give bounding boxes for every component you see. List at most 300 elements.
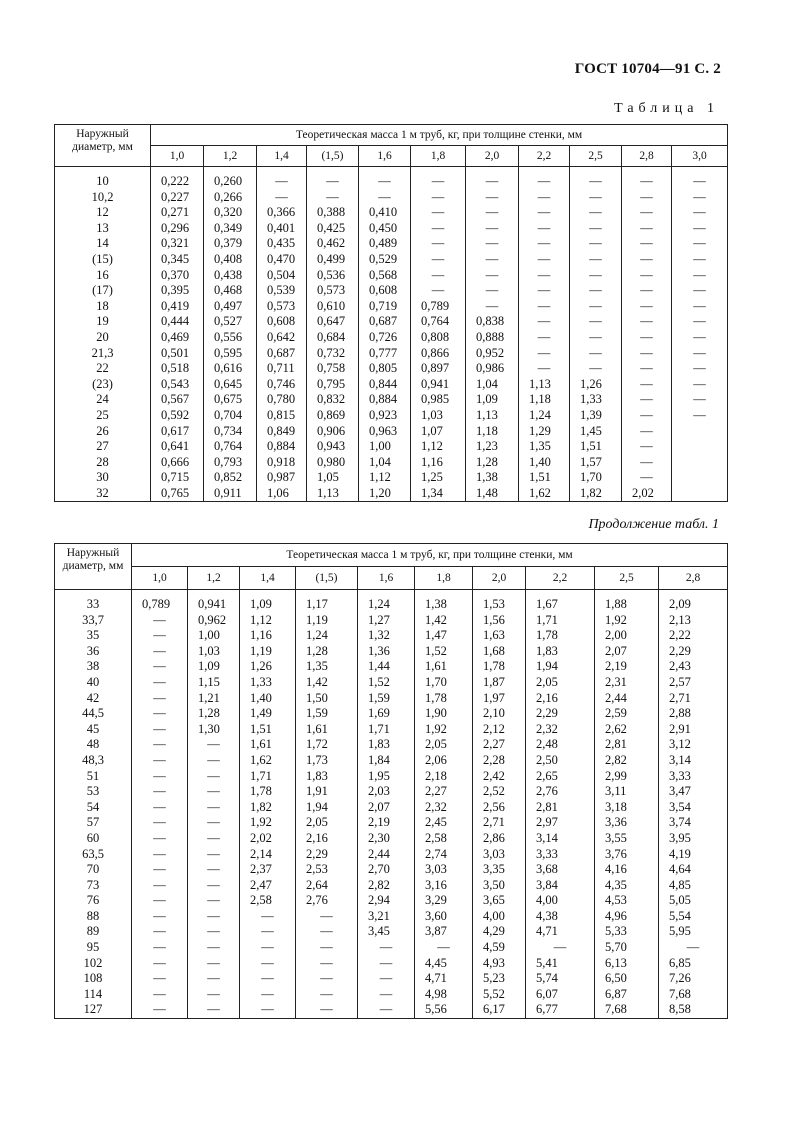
spacer-cell (411, 167, 466, 175)
mass-cell: — (672, 252, 728, 268)
mass-cell: 0,419 (151, 299, 204, 315)
mass-cell: 3,76 (595, 847, 659, 863)
table-row (55, 486, 728, 502)
mass-cell: 0,408 (204, 252, 257, 268)
mass-cell: 3,55 (595, 831, 659, 847)
mass-cell: 8,58 (659, 1002, 728, 1018)
table-row (55, 190, 728, 206)
mass-cell: 0,852 (204, 470, 257, 486)
mass-cell: 4,19 (659, 847, 728, 863)
wall-thickness-header: 1,6 (359, 146, 411, 167)
mass-cell: — (466, 236, 519, 252)
mass-cell: 1,51 (570, 439, 622, 455)
table-row (55, 784, 728, 800)
mass-cell: 1,50 (296, 691, 358, 707)
mass-cell: — (188, 893, 240, 909)
diameter-cell: 20 (55, 330, 151, 346)
mass-cell: — (466, 283, 519, 299)
mass-cell: 5,54 (659, 909, 728, 925)
mass-cell: — (240, 956, 296, 972)
mass-cell: 1,06 (257, 486, 307, 502)
mass-cell: — (570, 361, 622, 377)
mass-cell: 0,726 (359, 330, 411, 346)
mass-cell: 4,00 (473, 909, 526, 925)
mass-cell: — (188, 878, 240, 894)
mass-cell: 1,83 (358, 737, 415, 753)
mass-cell: 1,28 (188, 706, 240, 722)
mass-cell: 3,95 (659, 831, 728, 847)
mass-cell: 2,31 (595, 675, 659, 691)
table-row (55, 346, 728, 362)
mass-cell: 0,388 (307, 205, 359, 221)
table-row (55, 800, 728, 816)
mass-cell: — (622, 361, 672, 377)
mass-cell: 1,59 (296, 706, 358, 722)
mass-cell: — (188, 815, 240, 831)
mass-cell: 1,72 (296, 737, 358, 753)
mass-cell: — (132, 753, 188, 769)
diameter-cell: 24 (55, 392, 151, 408)
mass-cell: 1,73 (296, 753, 358, 769)
table-row (55, 956, 728, 972)
mass-cell: 2,65 (526, 769, 595, 785)
mass-cell: 5,33 (595, 924, 659, 940)
diameter-cell: 12 (55, 205, 151, 221)
mass-cell: — (622, 330, 672, 346)
mass-cell: 0,595 (204, 346, 257, 362)
mass-cell: 4,71 (415, 971, 473, 987)
mass-cell: — (622, 268, 672, 284)
mass-cell: 0,260 (204, 174, 257, 190)
mass-cell: 0,501 (151, 346, 204, 362)
mass-cell: 2,32 (526, 722, 595, 738)
mass-cell: — (132, 737, 188, 753)
mass-cell: — (519, 299, 570, 315)
mass-cell: 0,610 (307, 299, 359, 315)
mass-cell: — (132, 613, 188, 629)
diameter-cell: 38 (55, 659, 132, 675)
mass-cell: 1,47 (415, 628, 473, 644)
mass-cell: — (188, 940, 240, 956)
mass-cell: 2,29 (659, 644, 728, 660)
mass-cell: 0,425 (307, 221, 359, 237)
table-row (55, 1002, 728, 1018)
mass-cell: 1,24 (296, 628, 358, 644)
mass-cell: 5,41 (526, 956, 595, 972)
mass-cell: — (622, 205, 672, 221)
mass-cell: 0,349 (204, 221, 257, 237)
mass-cell: 1,56 (473, 613, 526, 629)
table-row (55, 706, 728, 722)
table-row (55, 314, 728, 330)
table-row (55, 924, 728, 940)
mass-cell: 1,33 (240, 675, 296, 691)
mass-cell: 1,88 (595, 597, 659, 613)
mass-cell: 1,04 (466, 377, 519, 393)
mass-cell: 1,95 (358, 769, 415, 785)
mass-cell: 1,20 (359, 486, 411, 502)
spacer-cell (622, 167, 672, 175)
mass-cell: 0,573 (257, 299, 307, 315)
mass-cell: — (296, 909, 358, 925)
mass-cell: 1,18 (466, 424, 519, 440)
mass-cell: 0,469 (151, 330, 204, 346)
mass-cell: 2,18 (415, 769, 473, 785)
mass-cell: 1,28 (466, 455, 519, 471)
mass-cell: 2,86 (473, 831, 526, 847)
mass-cell: — (622, 283, 672, 299)
mass-cell: — (188, 909, 240, 925)
mass-cell: 3,29 (415, 893, 473, 909)
table-row (55, 722, 728, 738)
mass-cell: 4,35 (595, 878, 659, 894)
table-row (55, 613, 728, 629)
mass-cell: 1,17 (296, 597, 358, 613)
mass-cell: — (296, 924, 358, 940)
spacer-cell (204, 167, 257, 175)
mass-cell: — (188, 784, 240, 800)
mass-cell: — (240, 924, 296, 940)
table-row (55, 221, 728, 237)
table-continuation-caption: Продолжение табл. 1 (588, 517, 719, 532)
mass-cell: — (132, 847, 188, 863)
mass-cell: — (672, 346, 728, 362)
mass-cell: 2,43 (659, 659, 728, 675)
mass-cell: 0,266 (204, 190, 257, 206)
wall-thickness-header: 1,4 (240, 567, 296, 590)
mass-cell: — (132, 628, 188, 644)
mass-cell: 0,504 (257, 268, 307, 284)
mass-cell: — (519, 268, 570, 284)
mass-cell: 1,67 (526, 597, 595, 613)
mass-cell: 0,884 (359, 392, 411, 408)
mass-cell: 0,227 (151, 190, 204, 206)
diameter-cell: 73 (55, 878, 132, 894)
mass-cell: 1,05 (307, 470, 359, 486)
mass-cell: — (622, 439, 672, 455)
table-row (55, 893, 728, 909)
mass-cell: 2,71 (659, 691, 728, 707)
mass-cell: 3,14 (526, 831, 595, 847)
mass-cell: 2,64 (296, 878, 358, 894)
spacer-cell (257, 167, 307, 175)
diameter-cell: 19 (55, 314, 151, 330)
diameter-cell: 22 (55, 361, 151, 377)
mass-cell: 5,52 (473, 987, 526, 1003)
mass-cell: — (622, 470, 672, 486)
mass-cell: 1,04 (359, 455, 411, 471)
mass-cell: 6,77 (526, 1002, 595, 1018)
mass-cell: 2,05 (415, 737, 473, 753)
diameter-cell: 102 (55, 956, 132, 972)
mass-cell: 2,94 (358, 893, 415, 909)
mass-cell: 3,35 (473, 862, 526, 878)
diameter-cell: 21,3 (55, 346, 151, 362)
diameter-cell: 10 (55, 174, 151, 190)
mass-cell: 1,82 (570, 486, 622, 502)
mass-cell: — (359, 174, 411, 190)
table-row (55, 691, 728, 707)
mass-cell: — (466, 205, 519, 221)
mass-cell: 3,50 (473, 878, 526, 894)
table-row (55, 971, 728, 987)
mass-cell: 4,85 (659, 878, 728, 894)
mass-cell: 1,90 (415, 706, 473, 722)
mass-cell: 0,732 (307, 346, 359, 362)
wall-thickness-header: 2,2 (526, 567, 595, 590)
mass-cell: 4,93 (473, 956, 526, 972)
spacer-cell (132, 590, 188, 598)
mass-cell: 3,16 (415, 878, 473, 894)
diameter-cell: 89 (55, 924, 132, 940)
mass-cell: 1,09 (188, 659, 240, 675)
mass-cell: 2,52 (473, 784, 526, 800)
mass-cell: 0,401 (257, 221, 307, 237)
table-row (55, 299, 728, 315)
mass-cell (672, 470, 728, 486)
spacer-cell (55, 590, 132, 598)
mass-cell: — (570, 205, 622, 221)
mass-cell: 0,489 (359, 236, 411, 252)
mass-cell: 0,675 (204, 392, 257, 408)
mass-cell: 2,74 (415, 847, 473, 863)
mass-cell: 0,687 (257, 346, 307, 362)
mass-cell: 3,21 (358, 909, 415, 925)
wall-thickness-header: 1,2 (188, 567, 240, 590)
table-row (55, 377, 728, 393)
mass-cell: 0,963 (359, 424, 411, 440)
mass-cell: 0,592 (151, 408, 204, 424)
mass-cell: — (672, 314, 728, 330)
mass-cell (672, 424, 728, 440)
diameter-cell: 45 (55, 722, 132, 738)
mass-cell: 0,884 (257, 439, 307, 455)
mass-cell: 1,61 (415, 659, 473, 675)
mass-cell: — (672, 299, 728, 315)
mass-cell: 4,96 (595, 909, 659, 925)
mass-cell: 4,00 (526, 893, 595, 909)
mass-cell: 2,06 (415, 753, 473, 769)
spacer-cell (188, 590, 240, 598)
mass-cell: 3,18 (595, 800, 659, 816)
mass-cell: — (519, 190, 570, 206)
mass-cell: 0,345 (151, 252, 204, 268)
mass-cell: 3,33 (526, 847, 595, 863)
mass-cell: 1,71 (358, 722, 415, 738)
mass-cell: 1,52 (358, 675, 415, 691)
mass-cell: — (132, 675, 188, 691)
mass-cell: 2,58 (415, 831, 473, 847)
mass-cell: 1,57 (570, 455, 622, 471)
mass-cell: 1,40 (519, 455, 570, 471)
mass-cell: 2,44 (358, 847, 415, 863)
mass-cell: 0,941 (411, 377, 466, 393)
diameter-cell: 57 (55, 815, 132, 831)
mass-cell: 1,63 (473, 628, 526, 644)
mass-cell: 1,78 (473, 659, 526, 675)
table-2-body (55, 590, 728, 1019)
mass-cell: 1,00 (188, 628, 240, 644)
mass-cell: 0,808 (411, 330, 466, 346)
mass-cell: 0,777 (359, 346, 411, 362)
mass-cell: 1,71 (526, 613, 595, 629)
mass-cell: 0,911 (204, 486, 257, 502)
mass-cell: 3,03 (415, 862, 473, 878)
spacer-cell (473, 590, 526, 598)
mass-cell: 1,83 (526, 644, 595, 660)
diameter-cell: 60 (55, 831, 132, 847)
mass-cell: — (132, 706, 188, 722)
diameter-cell: (17) (55, 283, 151, 299)
mass-cell: 1,24 (358, 597, 415, 613)
pipe-mass-table-1-continued (54, 543, 728, 1019)
mass-cell: 0,366 (257, 205, 307, 221)
mass-cell: 2,29 (296, 847, 358, 863)
mass-cell: 6,87 (595, 987, 659, 1003)
mass-cell: 0,395 (151, 283, 204, 299)
mass-cell: 2,76 (526, 784, 595, 800)
mass-cell: — (358, 1002, 415, 1018)
mass-cell: 0,941 (188, 597, 240, 613)
diameter-cell: 42 (55, 691, 132, 707)
table-row (55, 408, 728, 424)
mass-cell: 2,81 (595, 737, 659, 753)
wall-thickness-header: 1,8 (415, 567, 473, 590)
mass-cell: 0,758 (307, 361, 359, 377)
mass-cell: — (622, 314, 672, 330)
mass-cell: 1,27 (358, 613, 415, 629)
mass-cell: 4,59 (473, 940, 526, 956)
mass-cell: 1,00 (359, 439, 411, 455)
mass-cell: 0,704 (204, 408, 257, 424)
wall-thickness-header: 2,0 (473, 567, 526, 590)
mass-cell: 0,462 (307, 236, 359, 252)
mass-cell: 6,17 (473, 1002, 526, 1018)
wall-thickness-header: 2,5 (570, 146, 622, 167)
mass-cell: 1,03 (188, 644, 240, 660)
table-row (55, 675, 728, 691)
mass-cell: 2,07 (595, 644, 659, 660)
mass-cell: 0,527 (204, 314, 257, 330)
pipe-mass-table-1 (54, 124, 728, 502)
wall-thickness-header: 1,8 (411, 146, 466, 167)
mass-cell: 4,45 (415, 956, 473, 972)
mass-cell: 7,68 (659, 987, 728, 1003)
mass-cell: — (672, 268, 728, 284)
mass-cell: — (411, 268, 466, 284)
mass-cell: 2,05 (526, 675, 595, 691)
diameter-cell: 108 (55, 971, 132, 987)
mass-cell: 0,734 (204, 424, 257, 440)
wall-thickness-header: 1,4 (257, 146, 307, 167)
mass-cell: 0,556 (204, 330, 257, 346)
mass-cell: — (622, 455, 672, 471)
mass-cell: — (672, 174, 728, 190)
mass-cell: 0,320 (204, 205, 257, 221)
mass-cell: 2,82 (595, 753, 659, 769)
mass-cell: 2,02 (622, 486, 672, 502)
mass-cell: 0,608 (257, 314, 307, 330)
mass-cell: — (519, 236, 570, 252)
mass-cell: — (132, 940, 188, 956)
mass-cell: 7,68 (595, 1002, 659, 1018)
mass-cell: — (358, 940, 415, 956)
table-row (55, 831, 728, 847)
mass-cell: — (672, 361, 728, 377)
mass-cell: — (672, 221, 728, 237)
table-row (55, 455, 728, 471)
mass-cell: 2,45 (415, 815, 473, 831)
mass-cell: 1,30 (188, 722, 240, 738)
mass-cell: 0,645 (204, 377, 257, 393)
mass-cell: 1,19 (296, 613, 358, 629)
mass-cell: — (466, 221, 519, 237)
diameter-cell: (23) (55, 377, 151, 393)
mass-cell: 0,715 (151, 470, 204, 486)
mass-cell: 0,888 (466, 330, 519, 346)
mass-cell: 0,793 (204, 455, 257, 471)
mass-cell: 0,987 (257, 470, 307, 486)
mass-cell: — (570, 283, 622, 299)
table-row (55, 597, 728, 613)
mass-cell: 0,985 (411, 392, 466, 408)
mass-cell: — (411, 174, 466, 190)
mass-cell: 1,62 (240, 753, 296, 769)
mass-cell: — (132, 644, 188, 660)
mass-cell: — (307, 190, 359, 206)
mass-cell: 1,92 (415, 722, 473, 738)
mass-cell: — (358, 971, 415, 987)
mass-cell: — (132, 956, 188, 972)
diameter-cell: 40 (55, 675, 132, 691)
mass-cell: 6,07 (526, 987, 595, 1003)
mass-cell: 2,03 (358, 784, 415, 800)
table-row (55, 252, 728, 268)
mass-cell: — (672, 283, 728, 299)
mass-cell: 1,92 (240, 815, 296, 831)
mass-cell: 2,30 (358, 831, 415, 847)
mass-cell: 0,764 (411, 314, 466, 330)
mass-cell: — (132, 893, 188, 909)
mass-column-header: Теоретическая масса 1 м труб, кг, при толщине стенки, мм (151, 125, 728, 146)
mass-cell: 0,450 (359, 221, 411, 237)
mass-cell: — (132, 691, 188, 707)
mass-cell: 0,719 (359, 299, 411, 315)
mass-cell: — (188, 862, 240, 878)
wall-thickness-header: 1,6 (358, 567, 415, 590)
mass-cell: 1,35 (296, 659, 358, 675)
table-row (55, 737, 728, 753)
wall-thickness-header: 2,2 (519, 146, 570, 167)
mass-cell: 1,35 (519, 439, 570, 455)
mass-cell: 1,94 (296, 800, 358, 816)
mass-cell: 0,518 (151, 361, 204, 377)
mass-cell: 2,99 (595, 769, 659, 785)
mass-cell: 2,29 (526, 706, 595, 722)
mass-cell: — (296, 987, 358, 1003)
mass-cell: — (296, 1002, 358, 1018)
mass-cell: — (570, 330, 622, 346)
diameter-cell: 18 (55, 299, 151, 315)
mass-cell: 5,70 (595, 940, 659, 956)
mass-cell: 1,13 (466, 408, 519, 424)
mass-cell: 0,641 (151, 439, 204, 455)
mass-cell: — (570, 299, 622, 315)
mass-cell: — (672, 330, 728, 346)
mass-cell: 0,832 (307, 392, 359, 408)
mass-cell: 0,711 (257, 361, 307, 377)
table-row (55, 987, 728, 1003)
